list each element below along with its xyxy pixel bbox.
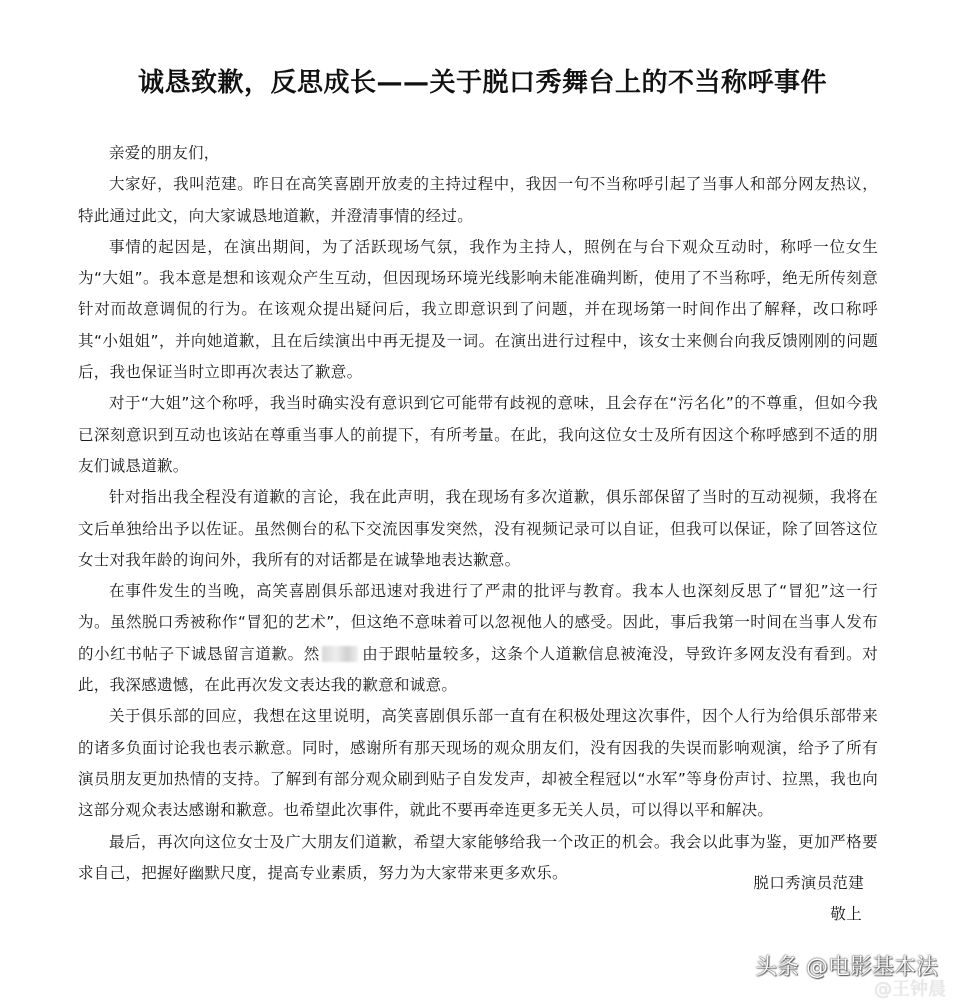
paragraph-closing: 最后，再次向这位女士及广大朋友们道歉，希望大家能够给我一个改正的机会。我会以此事为鉴，更加严格要求自己，把握好幽默尺度，提高专业素质，努力为大家带来更多欢乐。 <box>78 832 878 882</box>
signature-block <box>578 868 878 930</box>
closing-word: 敬上 <box>830 905 862 923</box>
signature: 脱口秀演员范建 <box>753 874 864 892</box>
greeting: 亲爱的朋友们， <box>109 144 220 162</box>
paragraph-cause: 事情的起因是，在演出期间，为了活跃现场气氛，我作为主持人，照例在与台下观众互动时，称呼一位女生为“大姐”。我本意是想和该观众产生互动，但因现场环境光线影响未能准确判断，使用了不当称呼，绝无所传刻意针对而故意调侃的行为。在该观众提出疑问后，我立即意识到了问题，并在现场第一时间作出了解释，改口称呼其“小姐姐”，并向她道歉，且在后续演出中再无提及一词。在演出进行过程中，该女士来侧台向我反馈刚刚的问题后，我也保证当时立即再次表达了歉意。 <box>78 237 878 382</box>
redacted-blur <box>322 646 358 662</box>
paragraph-intro: 大家好，我叫范建。昨日在高笑喜剧开放麦的主持过程中，我因一句不当称呼引起了当事人和部分网友热议，特此通过此文，向大家诚恳地道歉，并澄清事情的经过。 <box>78 175 878 225</box>
document-body <box>78 138 878 889</box>
paragraph-reflection-main: 在事件发生的当晚，高笑喜剧俱乐部迅速对我进行了严肃的批评与教育。我本人也深刻反思了“冒犯”这一行为。虽然脱口秀被称作“冒犯的艺术”，但这绝不意味着可以忽视他人的感受。因此，事后我第一时间在当事人发布的小红书帖子下诚恳留言道歉。 <box>78 582 878 663</box>
paragraph-club: 关于俱乐部的回应，我想在这里说明，高笑喜剧俱乐部一直有在积极处理这次事件，因个人行为给俱乐部带来的诸多负面讨论我也表示歉意。同时，感谢所有那天现场的观众朋友们，没有因我的失误而影响观演，给予了所有演员朋友更加热情的支持。了解到有部分观众刷到贴子自发发声，却被全程冠以“水军”等身份声讨、拉黑，我也向这部分观众表达感谢和歉意。也希望此次事件，就此不要再牵连更多无关人员，可以得以平和解决。 <box>78 707 878 820</box>
paragraph-reflection-tail: 由于跟帖量较多，这条个人道歉信息被淹没，导致许多网友没有看到。对此，我深感遗憾，在此再次发文表达我的歉意和诚意。 <box>78 644 878 695</box>
paragraph-reflection-tail-start: 然 <box>303 644 320 663</box>
page-title: 诚恳致歉，反思成长——关于脱口秀舞台上的不当称呼事件 <box>138 68 828 98</box>
watermark-secondary: @王钟晨 <box>874 979 946 1000</box>
watermark: 头条 @电影基本法 <box>755 955 938 980</box>
paragraph-term: 对于“大姐”这个称呼，我当时确实没有意识到它可能带有歧视的意味，且会存在“污名化”的不尊重，但如今我已深刻意识到互动也该站在尊重当事人的前提下，有所考量。在此，我向这位女士及所有因这个称呼感到不适的朋友们诚恳道歉。 <box>78 394 878 475</box>
paragraph-reflection <box>78 576 878 701</box>
paragraph-statement: 针对指出我全程没有道歉的言论，我在此声明，我在现场有多次道歉，俱乐部保留了当时的互动视频，我将在文后单独给出予以佐证。虽然侧台的私下交流因事发突然，没有视频记录可以自证，但我可以保证，除了回答这位女士对我年龄的询问外，我所有的对话都是在诚挚地表达歉意。 <box>78 488 878 569</box>
